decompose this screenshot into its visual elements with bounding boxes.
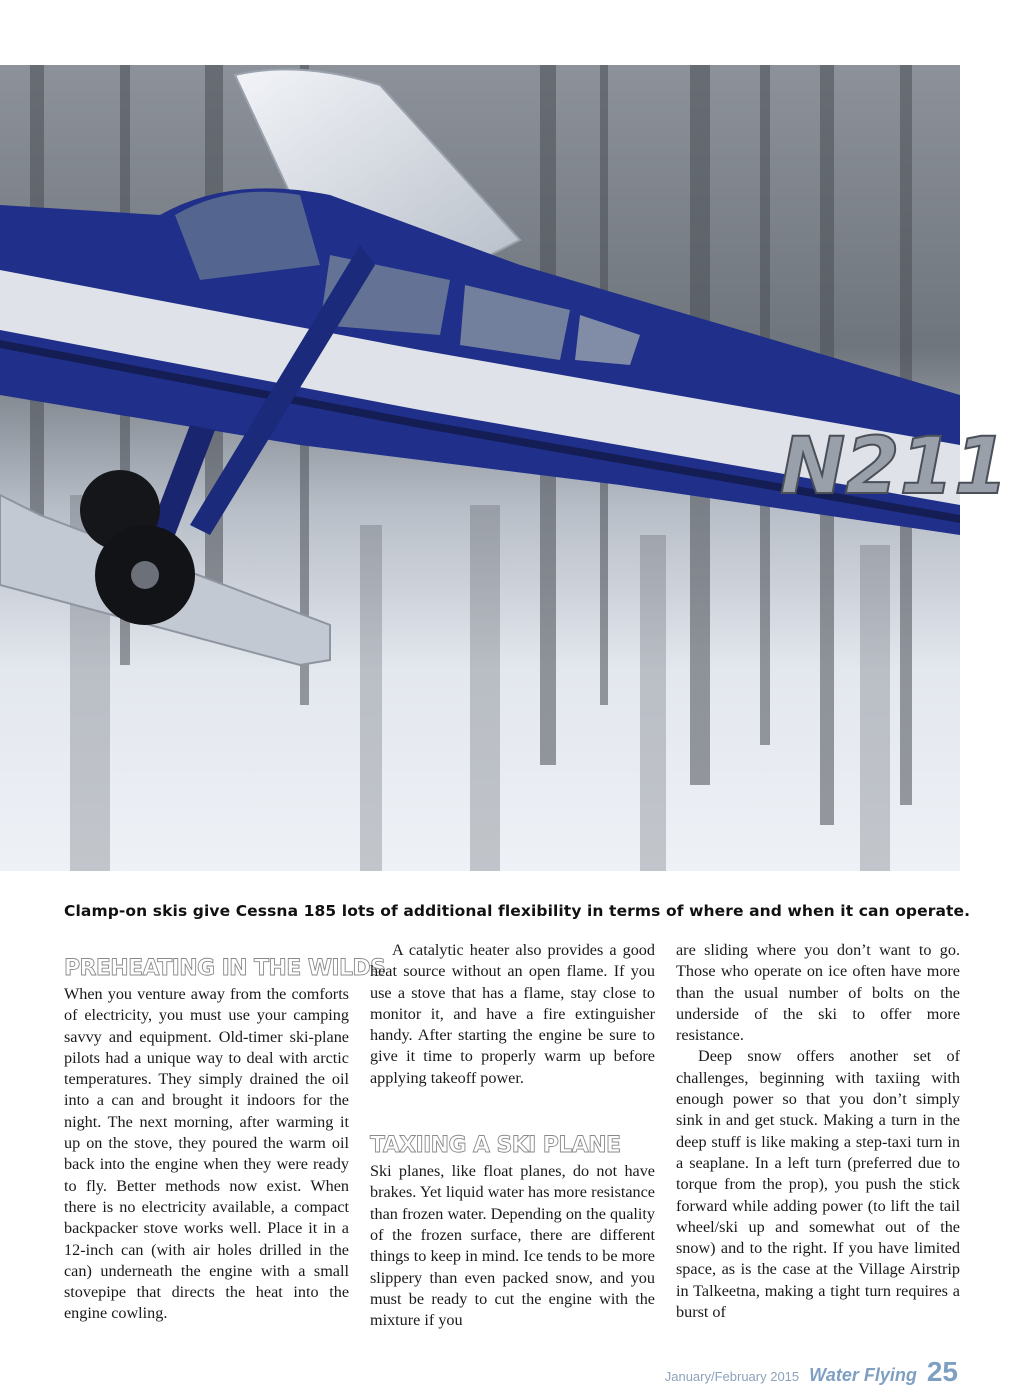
aircraft-photo: [0, 65, 1009, 871]
column-2: [370, 940, 655, 1331]
section-heading-preheating: PREHEATING IN THE WILDS: [64, 956, 386, 981]
issue-date: January/February 2015: [664, 1369, 800, 1384]
page-number: 25: [926, 1356, 958, 1387]
paragraph: are sliding where you don’t want to go. Those who operate on ice often have more than the usual number of bolts on the underside of the ski to offer more resistance.: [676, 941, 960, 1045]
paragraph: A catalytic heater also provides a good heat source without an open flame. If you use a stove that has a flame, stay close to monitor it, and have a fire extinguisher handy. After starting the engine be sure to give it time to properly warm up before applying takeoff power.: [370, 941, 655, 1087]
column-3: [676, 940, 960, 1323]
magazine-name: Water Flying: [809, 1365, 917, 1385]
page-footer: [665, 1356, 958, 1386]
tail-number: N211: [780, 422, 1009, 512]
photo-caption: Clamp-on skis give Cessna 185 lots of additional flexibility in terms of where and when it can operate.: [64, 902, 971, 920]
section-heading-taxiing: TAXIING A SKI PLANE: [370, 1133, 621, 1159]
paragraph: When you venture away from the comforts of electricity, you must use your camping savvy and equipment. Old-timer ski-plane pilots had a unique way to deal with arctic temperatures. They simply drained the oil into a can and brought it indoors for the night. The next morning, after warming it up on the stove, they poured the warm oil back into the engine when they were ready to fly. Better methods now exist. When there is no electricity available, a compact backpacker stove works well. Place it in a 12-inch can (with air holes drilled in the can) underneath the engine with a small stovepipe that directs the heat into the engine cowling.: [64, 985, 349, 1323]
paragraph: Deep snow offers another set of challenges, beginning with taxiing with enough power so that you don’t simply sink in and get stuck. Making a turn in the deep stuff is like making a step-taxi turn in a seaplane. In a left turn (preferred due to torque from the prop), you push the stick forward while adding power (to lift the tail wheel/ski up and somewhat out of the snow) and to the right. If you have limited space, as is the case at the Village Airstrip in Talkeetna, making a tight turn requires a burst of: [676, 1047, 960, 1322]
column-1: [64, 940, 386, 1325]
ski-plane-illustration: [0, 65, 1009, 871]
paragraph: Ski planes, like float planes, do not have brakes. Yet liquid water has more resistance than frozen water. Depending on the quality of the frozen surface, there are different things to keep in mind. Ice tends to be more slippery than even packed snow, and you must be ready to cut the engine with the mixture if you: [370, 1162, 655, 1330]
